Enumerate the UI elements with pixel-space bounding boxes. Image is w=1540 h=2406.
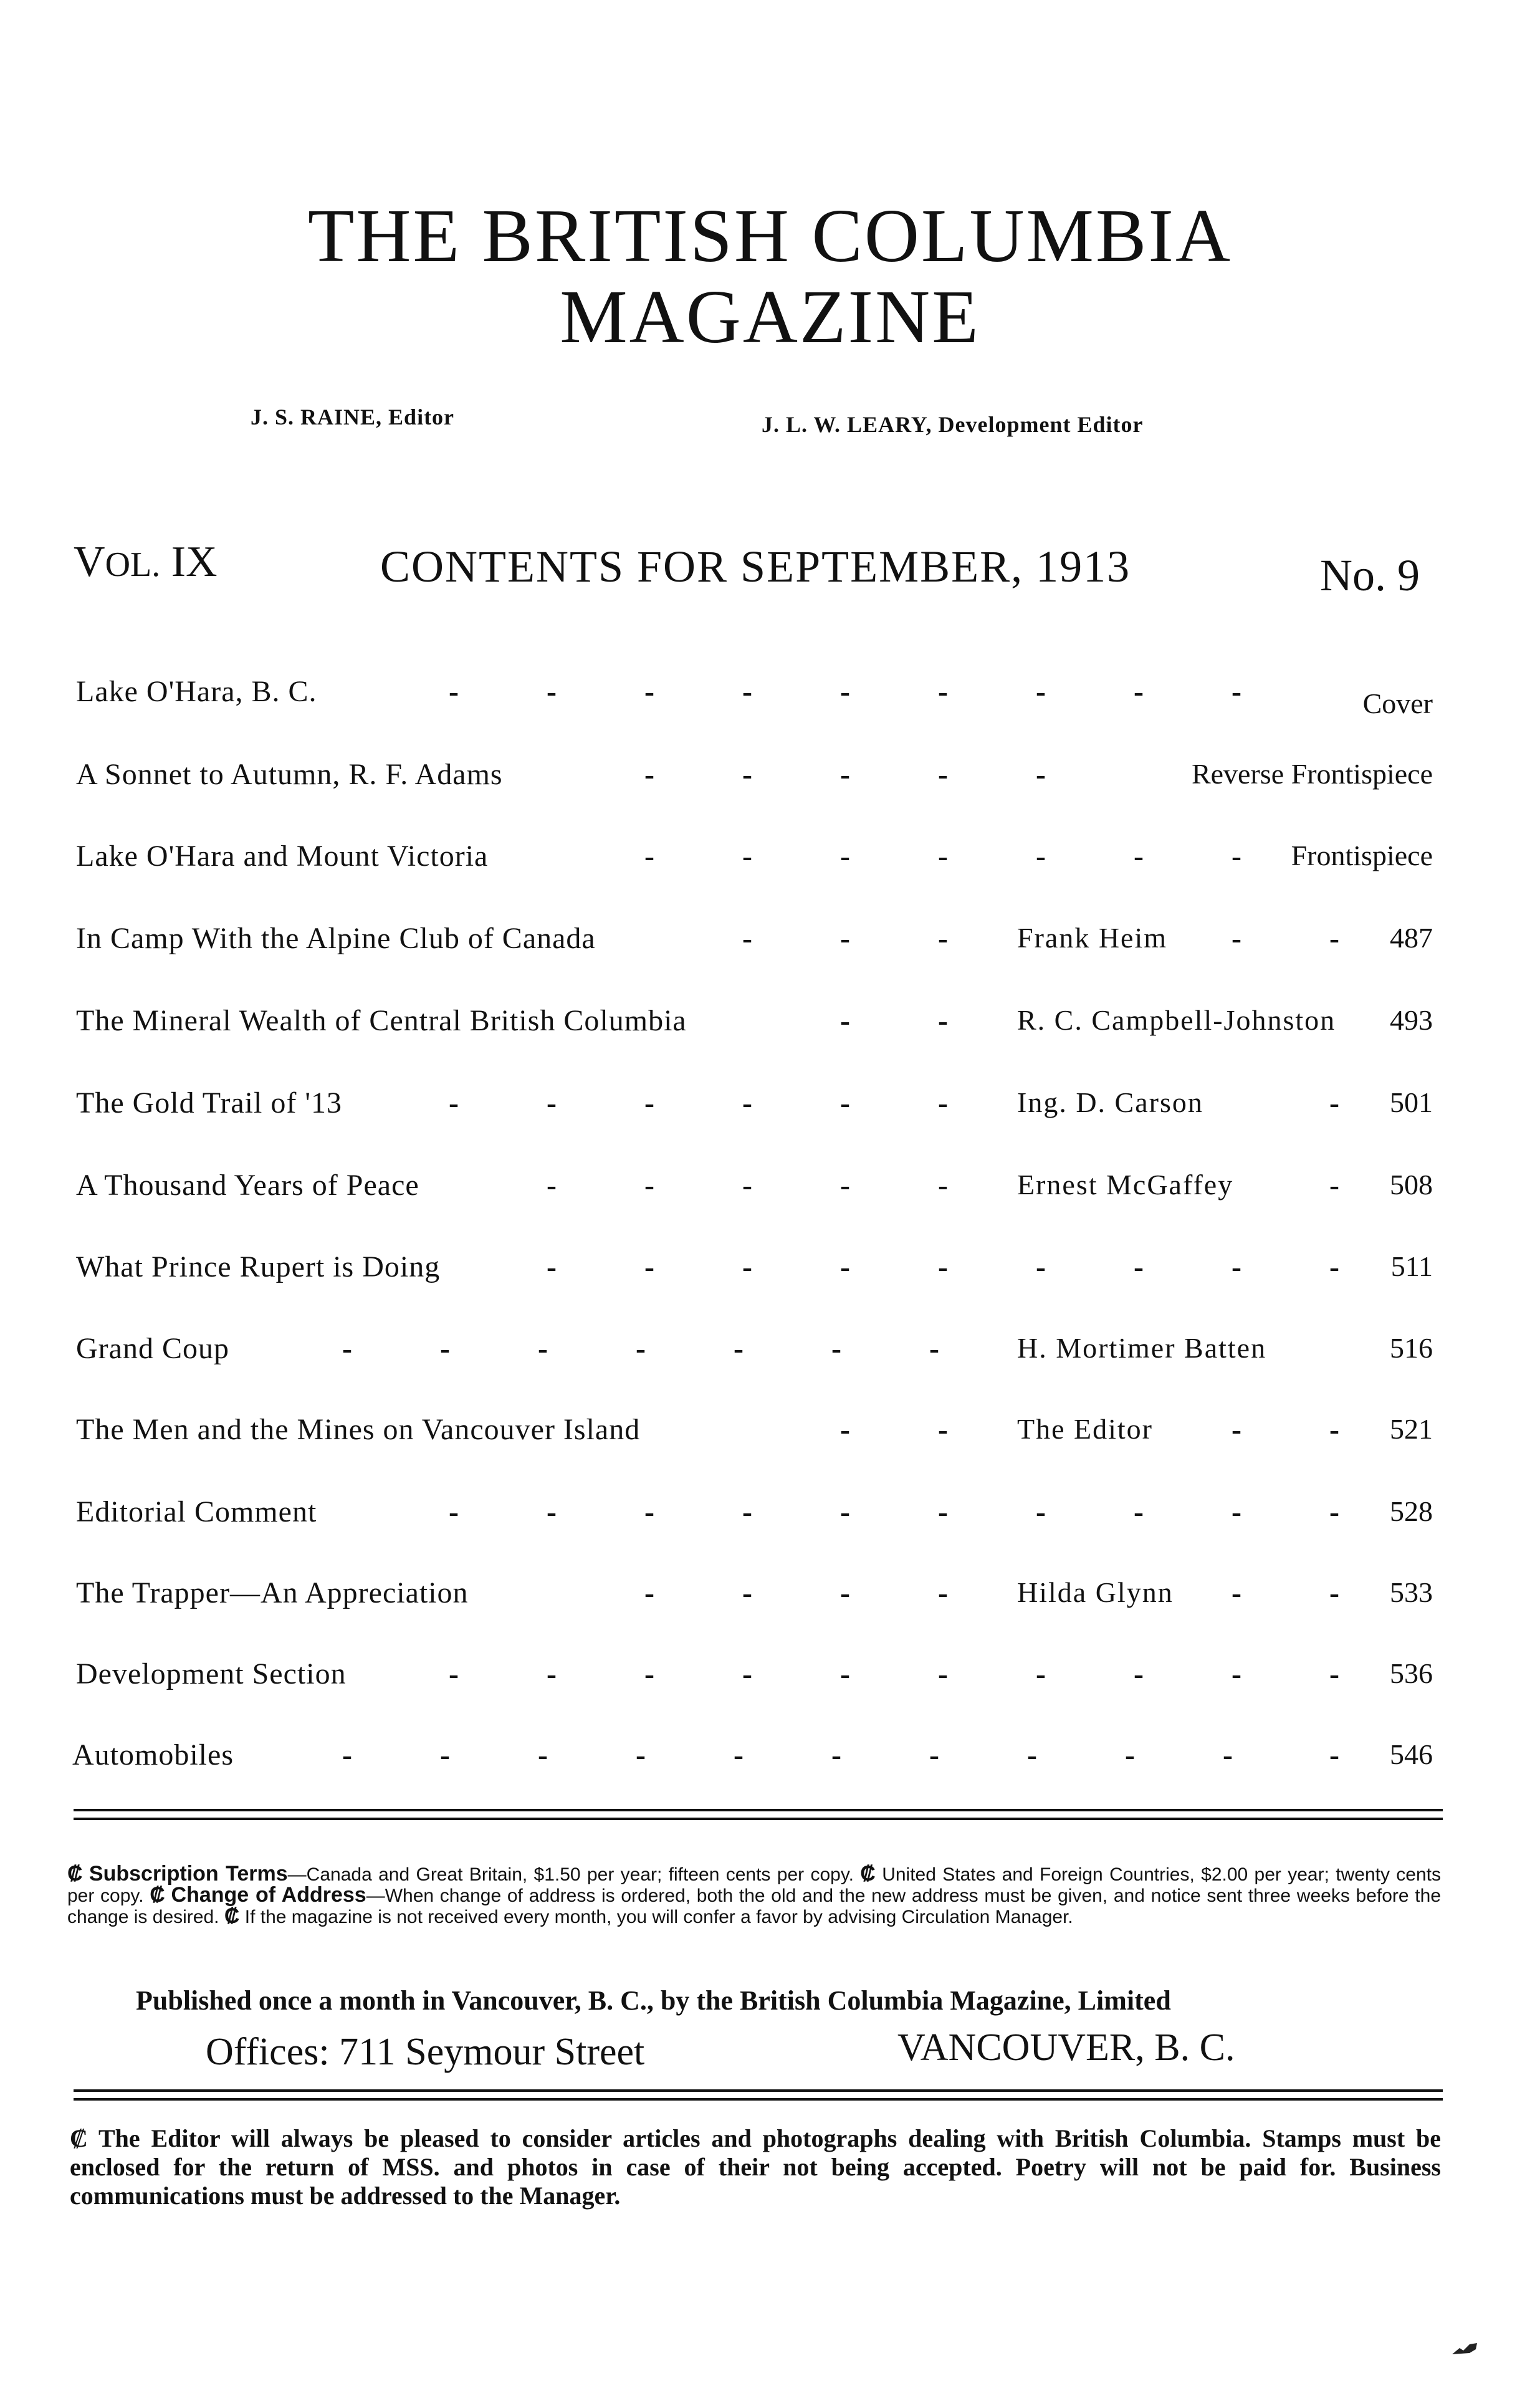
subscription-terms-text: —Canada and Great Britain, $1.50 per year; fifteen cents per copy. [287, 1864, 854, 1885]
divider-rule [74, 2098, 1443, 2101]
volume-label [74, 537, 218, 587]
toc-author: Ernest McGaffey [1017, 1169, 1234, 1201]
paragraph-mark-icon: ₡ [224, 1904, 240, 1928]
leader-dash: - [1232, 840, 1241, 873]
leader-dash: - [440, 1332, 450, 1365]
leader-dash: - [1036, 1250, 1046, 1283]
toc-author: Frank Heim [1017, 922, 1168, 954]
toc-row [0, 1657, 1540, 1707]
leader-dash: - [440, 1738, 450, 1771]
toc-page: 536 [1390, 1657, 1433, 1689]
leader-dash: - [1329, 1086, 1339, 1119]
toc-row [0, 1086, 1540, 1136]
divider-rule [74, 2089, 1443, 2092]
leader-dash: - [1329, 1495, 1339, 1528]
editor-credit: J. S. RAINE, Editor [251, 405, 455, 429]
issue-number: No. 9 [1320, 550, 1420, 600]
contents-heading: CONTENTS FOR SEPTEMBER, 1913 [380, 542, 1131, 592]
leader-dash: - [636, 1332, 646, 1365]
subscription-terms-heading: Subscription Terms [88, 1862, 288, 1886]
leader-dash: - [1232, 1413, 1241, 1446]
toc-page: 487 [1390, 922, 1433, 954]
volume-number: IX [171, 538, 218, 586]
paragraph-mark-icon: ₡ [860, 1862, 876, 1886]
divider-rule [74, 1809, 1443, 1811]
toc-row [0, 757, 1540, 807]
toc-row [0, 1004, 1540, 1053]
change-of-address-text: —When change of address is ordered, both the old and the new address must be given, and notice sent three weeks before the change is desired. [67, 1886, 1442, 1927]
toc-row [0, 839, 1540, 889]
leader-dash: - [938, 1250, 948, 1283]
leader-dash: - [742, 1657, 752, 1690]
leader-dash: - [644, 1169, 654, 1202]
leader-dash: - [1036, 840, 1046, 873]
leader-dash: - [538, 1738, 548, 1771]
leader-dash: - [1232, 922, 1241, 955]
leader-dash: - [742, 1086, 752, 1119]
toc-row [0, 1495, 1540, 1545]
leader-dash: - [449, 1495, 459, 1528]
toc-author: The Editor [1017, 1413, 1153, 1445]
toc-title: In Camp With the Alpine Club of Canada [76, 922, 596, 955]
toc-title: A Sonnet to Autumn, R. F. Adams [76, 758, 503, 791]
leader-dash: - [1329, 922, 1339, 955]
leader-dash: - [1232, 1576, 1241, 1609]
leader-dash: - [644, 1657, 654, 1690]
toc-title: The Gold Trail of '13 [76, 1086, 342, 1119]
leader-dash: - [938, 1086, 948, 1119]
leader-dash: - [840, 1657, 850, 1690]
leader-dash: - [1329, 1413, 1339, 1446]
toc-author: Hilda Glynn [1017, 1576, 1174, 1608]
leader-dash: - [644, 1086, 654, 1119]
development-editor-credit: J. L. W. LEARY, Development Editor [762, 412, 1144, 437]
leader-dash: - [636, 1738, 646, 1771]
leader-dash: - [1329, 1169, 1339, 1202]
leader-dash: - [938, 675, 948, 708]
leader-dash: - [840, 1413, 850, 1446]
leader-dash: - [1134, 1250, 1144, 1283]
leader-dash: - [1134, 1495, 1144, 1528]
toc-title: Lake O'Hara and Mount Victoria [76, 840, 489, 873]
missing-issue-text: If the magazine is not received every month, you will confer a favor by advising Circulation Manager. [244, 1907, 1073, 1927]
leader-dash: - [547, 1250, 557, 1283]
leader-dash: - [938, 758, 948, 791]
foreign-terms-text: United States and Foreign Countries, $2.00 per year; twenty cents per copy. [67, 1864, 1442, 1906]
leader-dash: - [547, 1657, 557, 1690]
toc-title: A Thousand Years of Peace [76, 1169, 419, 1202]
toc-page: 508 [1390, 1169, 1433, 1201]
leader-dash: - [742, 1250, 752, 1283]
editor-notice-text: The Editor will always be pleased to consider articles and photographs dealing with British Columbia. Stamps must be enclosed for the return of MSS. and photos in case of their not being accepted. Poetry will not be paid for. Business communications must be addressed to the Manager. [70, 2124, 1441, 2210]
leader-dash: - [1329, 1657, 1339, 1690]
magazine-title-line2: MAGAZINE [560, 275, 980, 359]
leader-dash: - [449, 1657, 459, 1690]
leader-dash: - [449, 1086, 459, 1119]
leader-dash: - [840, 758, 850, 791]
publisher-line: Published once a month in Vancouver, B. C., by the British Columbia Magazine, Limited [136, 1985, 1171, 2016]
divider-rule [74, 1818, 1443, 1820]
paragraph-mark-icon: ₡ [150, 1883, 165, 1907]
leader-dash: - [742, 1495, 752, 1528]
offices-address: Offices: 711 Seymour Street [206, 2031, 645, 2073]
leader-dash: - [644, 758, 654, 791]
leader-dash: - [342, 1332, 352, 1365]
leader-dash: - [938, 1413, 948, 1446]
leader-dash: - [742, 840, 752, 873]
toc-title: Grand Coup [76, 1332, 229, 1365]
leader-dash: - [538, 1332, 548, 1365]
leader-dash: - [1134, 1657, 1144, 1690]
leader-dash: - [840, 1004, 850, 1037]
toc-author: H. Mortimer Batten [1017, 1332, 1267, 1364]
leader-dash: - [547, 675, 557, 708]
leader-dash: - [644, 1250, 654, 1283]
leader-dash: - [1036, 675, 1046, 708]
leader-dash: - [742, 675, 752, 708]
toc-page: 521 [1390, 1413, 1433, 1445]
leader-dash: - [742, 1169, 752, 1202]
leader-dash: - [840, 922, 850, 955]
toc-row [0, 1250, 1540, 1300]
toc-title: Editorial Comment [76, 1495, 317, 1528]
toc-row [0, 1412, 1540, 1462]
toc-page: Cover [1362, 688, 1433, 719]
editor-notice [70, 2124, 1441, 2210]
toc-author: R. C. Campbell-Johnston [1017, 1004, 1336, 1036]
toc-row [0, 1576, 1540, 1626]
leader-dash: - [547, 1495, 557, 1528]
toc-page: 516 [1390, 1332, 1433, 1364]
toc-page: 533 [1390, 1576, 1433, 1608]
toc-row [0, 1738, 1540, 1788]
leader-dash: - [929, 1738, 939, 1771]
leader-dash: - [1134, 840, 1144, 873]
toc-page: Frontispiece [1291, 840, 1433, 871]
leader-dash: - [831, 1332, 841, 1365]
leader-dash: - [742, 1576, 752, 1609]
leader-dash: - [840, 1169, 850, 1202]
leader-dash: - [938, 1657, 948, 1690]
toc-page: 511 [1390, 1250, 1433, 1282]
toc-row [0, 1331, 1540, 1381]
leader-dash: - [1232, 1495, 1241, 1528]
subscription-terms [67, 1864, 1441, 1927]
toc-author: Ing. D. Carson [1017, 1086, 1203, 1118]
leader-dash: - [1223, 1738, 1233, 1771]
leader-dash: - [1125, 1738, 1135, 1771]
leader-dash: - [342, 1738, 352, 1771]
toc-title: The Trapper—An Appreciation [76, 1576, 469, 1609]
toc-title: The Men and the Mines on Vancouver Island [76, 1413, 641, 1446]
toc-row [0, 921, 1540, 971]
leader-dash: - [840, 1495, 850, 1528]
leader-dash: - [840, 1250, 850, 1283]
printer-mark-icon [1451, 2342, 1478, 2356]
toc-title: What Prince Rupert is Doing [76, 1250, 441, 1283]
leader-dash: - [547, 1169, 557, 1202]
leader-dash: - [1036, 1495, 1046, 1528]
leader-dash: - [644, 1495, 654, 1528]
paragraph-mark-icon: ₡ [70, 2124, 88, 2152]
leader-dash: - [929, 1332, 939, 1365]
leader-dash: - [938, 1169, 948, 1202]
leader-dash: - [734, 1332, 744, 1365]
leader-dash: - [1134, 675, 1144, 708]
magazine-title-line1: THE BRITISH COLUMBIA [307, 194, 1233, 278]
volume-prefix-smallcaps: OL. [105, 545, 161, 584]
offices-city: VANCOUVER, B. C. [897, 2026, 1235, 2069]
leader-dash: - [840, 840, 850, 873]
toc-row [0, 1168, 1540, 1218]
leader-dash: - [1232, 1250, 1241, 1283]
toc-page: 528 [1390, 1495, 1433, 1527]
leader-dash: - [1329, 1738, 1339, 1771]
toc-title: The Mineral Wealth of Central British Columbia [76, 1004, 687, 1037]
leader-dash: - [938, 1495, 948, 1528]
leader-dash: - [742, 922, 752, 955]
toc-title: Automobiles [72, 1738, 234, 1771]
leader-dash: - [734, 1738, 744, 1771]
leader-dash: - [644, 1576, 654, 1609]
leader-dash: - [547, 1086, 557, 1119]
leader-dash: - [644, 675, 654, 708]
leader-dash: - [1036, 1657, 1046, 1690]
leader-dash: - [1232, 675, 1241, 708]
leader-dash: - [1232, 1657, 1241, 1690]
leader-dash: - [1329, 1576, 1339, 1609]
toc-page: Reverse Frontispiece [1191, 758, 1433, 790]
toc-title: Lake O'Hara, B. C. [76, 675, 317, 708]
leader-dash: - [938, 922, 948, 955]
toc-row [0, 674, 1540, 724]
leader-dash: - [840, 1576, 850, 1609]
leader-dash: - [831, 1738, 841, 1771]
leader-dash: - [938, 840, 948, 873]
leader-dash: - [938, 1576, 948, 1609]
toc-page: 546 [1390, 1738, 1433, 1770]
leader-dash: - [742, 758, 752, 791]
leader-dash: - [449, 675, 459, 708]
paragraph-mark-icon: ₡ [67, 1862, 83, 1886]
toc-title: Development Section [76, 1657, 347, 1690]
toc-page: 501 [1390, 1086, 1433, 1118]
leader-dash: - [1036, 758, 1046, 791]
leader-dash: - [1329, 1250, 1339, 1283]
leader-dash: - [1027, 1738, 1037, 1771]
leader-dash: - [840, 1086, 850, 1119]
leader-dash: - [938, 1004, 948, 1037]
volume-prefix: V [74, 538, 105, 586]
change-of-address-heading: Change of Address [171, 1883, 366, 1907]
leader-dash: - [840, 675, 850, 708]
toc-page: 493 [1390, 1004, 1433, 1036]
leader-dash: - [644, 840, 654, 873]
